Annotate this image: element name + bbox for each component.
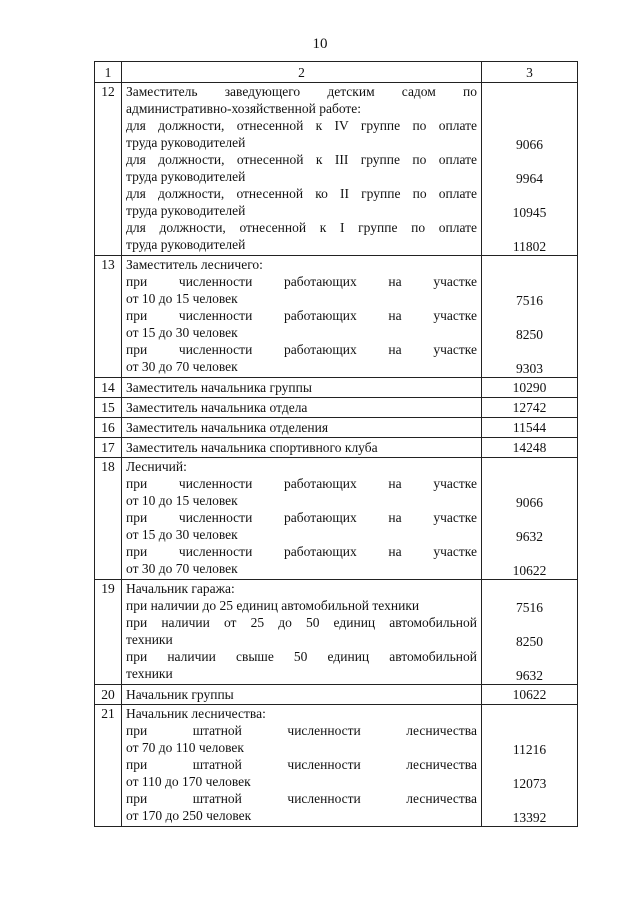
- salary-value: 9303: [516, 361, 543, 376]
- salary-value: 8250: [516, 634, 543, 649]
- condition-line: от 170 до 250 человек: [126, 808, 252, 823]
- position-title-line: Начальник гаража:: [126, 581, 235, 596]
- row-number: 18: [95, 458, 122, 580]
- condition-line: для должности, отнесенной ко II группе по оплате: [126, 186, 477, 201]
- salary-values: [482, 256, 578, 378]
- condition-line: от 70 до 110 человек: [126, 740, 244, 755]
- table-row: [95, 438, 578, 458]
- condition-line: при численности работающих на участке: [126, 342, 477, 357]
- salary-table: [94, 61, 578, 827]
- table-header-row: [95, 62, 578, 83]
- position-title-line: Лесничий:: [126, 459, 187, 474]
- position-description: [122, 83, 482, 256]
- position-description: [122, 705, 482, 827]
- table-row: [95, 580, 578, 685]
- column-header-1: 1: [95, 62, 122, 83]
- position-title-line: Начальник лесничества:: [126, 706, 266, 721]
- table-body: [95, 83, 578, 827]
- page-number: 10: [312, 36, 328, 52]
- row-number: 21: [95, 705, 122, 827]
- table-row: [95, 418, 578, 438]
- row-number: 12: [95, 83, 122, 256]
- condition-line: при штатной численности лесничества: [126, 791, 477, 806]
- position-title-line: административно-хозяйственной работе:: [126, 101, 362, 116]
- condition-line: труда руководителей: [126, 203, 246, 218]
- salary-value: 13392: [512, 810, 547, 825]
- condition-line: техники: [126, 666, 173, 681]
- salary-value: 9066: [516, 495, 543, 510]
- salary-value: 9066: [516, 137, 543, 152]
- condition-line: при штатной численности лесничества: [126, 723, 477, 738]
- row-number: 16: [95, 418, 122, 438]
- row-number: 20: [95, 685, 122, 705]
- position-title: Заместитель начальника отдела: [122, 398, 482, 418]
- position-title-line: Заместитель заведующего детским садом по: [126, 84, 477, 99]
- salary-value: 10290: [482, 378, 578, 398]
- condition-line: для должности, отнесенной к III группе по оплате: [126, 152, 477, 167]
- condition-line: труда руководителей: [126, 169, 246, 184]
- salary-value: 7516: [516, 293, 543, 308]
- salary-value: 14248: [482, 438, 578, 458]
- salary-values: [482, 83, 578, 256]
- row-number: 15: [95, 398, 122, 418]
- condition-line: при наличии до 25 единиц автомобильной техники: [126, 598, 420, 613]
- condition-line: от 10 до 15 человек: [126, 493, 238, 508]
- position-description: [122, 458, 482, 580]
- condition-line: для должности, отнесенной к IV группе по оплате: [126, 118, 477, 133]
- table-row: [95, 378, 578, 398]
- row-number: 17: [95, 438, 122, 458]
- position-title: Заместитель начальника спортивного клуба: [122, 438, 482, 458]
- condition-line: при наличии от 25 до 50 единиц автомобильной: [126, 615, 477, 630]
- position-description: [122, 256, 482, 378]
- table-row: [95, 685, 578, 705]
- row-number: 19: [95, 580, 122, 685]
- table-row: [95, 458, 578, 580]
- salary-values: [482, 705, 578, 827]
- row-number: 14: [95, 378, 122, 398]
- position-title: Заместитель начальника группы: [122, 378, 482, 398]
- salary-value: 7516: [516, 600, 543, 615]
- position-title-line: Заместитель лесничего:: [126, 257, 263, 272]
- condition-line: при штатной численности лесничества: [126, 757, 477, 772]
- condition-line: при численности работающих на участке: [126, 510, 477, 525]
- condition-line: от 10 до 15 человек: [126, 291, 238, 306]
- condition-line: при численности работающих на участке: [126, 274, 477, 289]
- condition-line: при численности работающих на участке: [126, 308, 477, 323]
- salary-value: 9632: [516, 668, 543, 683]
- condition-line: от 110 до 170 человек: [126, 774, 251, 789]
- salary-value: 10945: [512, 205, 547, 220]
- position-description: [122, 580, 482, 685]
- condition-line: от 30 до 70 человек: [126, 561, 238, 576]
- salary-value: 8250: [516, 327, 543, 342]
- table-row: [95, 83, 578, 256]
- condition-line: труда руководителей: [126, 135, 246, 150]
- salary-value: 9964: [516, 171, 543, 186]
- salary-values: [482, 580, 578, 685]
- column-header-3: 3: [482, 62, 578, 83]
- condition-line: при наличии свыше 50 единиц автомобильной: [126, 649, 477, 664]
- condition-line: при численности работающих на участке: [126, 476, 477, 491]
- row-number: 13: [95, 256, 122, 378]
- position-title: Заместитель начальника отделения: [122, 418, 482, 438]
- condition-line: при численности работающих на участке: [126, 544, 477, 559]
- salary-value: 10622: [482, 685, 578, 705]
- salary-values: [482, 458, 578, 580]
- table-row: [95, 705, 578, 827]
- table-row: [95, 256, 578, 378]
- condition-line: от 15 до 30 человек: [126, 527, 238, 542]
- condition-line: техники: [126, 632, 173, 647]
- salary-value: 9632: [516, 529, 543, 544]
- table-row: [95, 398, 578, 418]
- salary-value: 12742: [482, 398, 578, 418]
- condition-line: для должности, отнесенной к I группе по оплате: [126, 220, 477, 235]
- salary-value: 10622: [512, 563, 547, 578]
- condition-line: труда руководителей: [126, 237, 246, 252]
- position-title: Начальник группы: [122, 685, 482, 705]
- column-header-2: 2: [122, 62, 482, 83]
- condition-line: от 15 до 30 человек: [126, 325, 238, 340]
- salary-value: 11544: [482, 418, 578, 438]
- salary-value: 11802: [512, 239, 547, 254]
- salary-value: 11216: [512, 742, 547, 757]
- salary-value: 12073: [512, 776, 547, 791]
- condition-line: от 30 до 70 человек: [126, 359, 238, 374]
